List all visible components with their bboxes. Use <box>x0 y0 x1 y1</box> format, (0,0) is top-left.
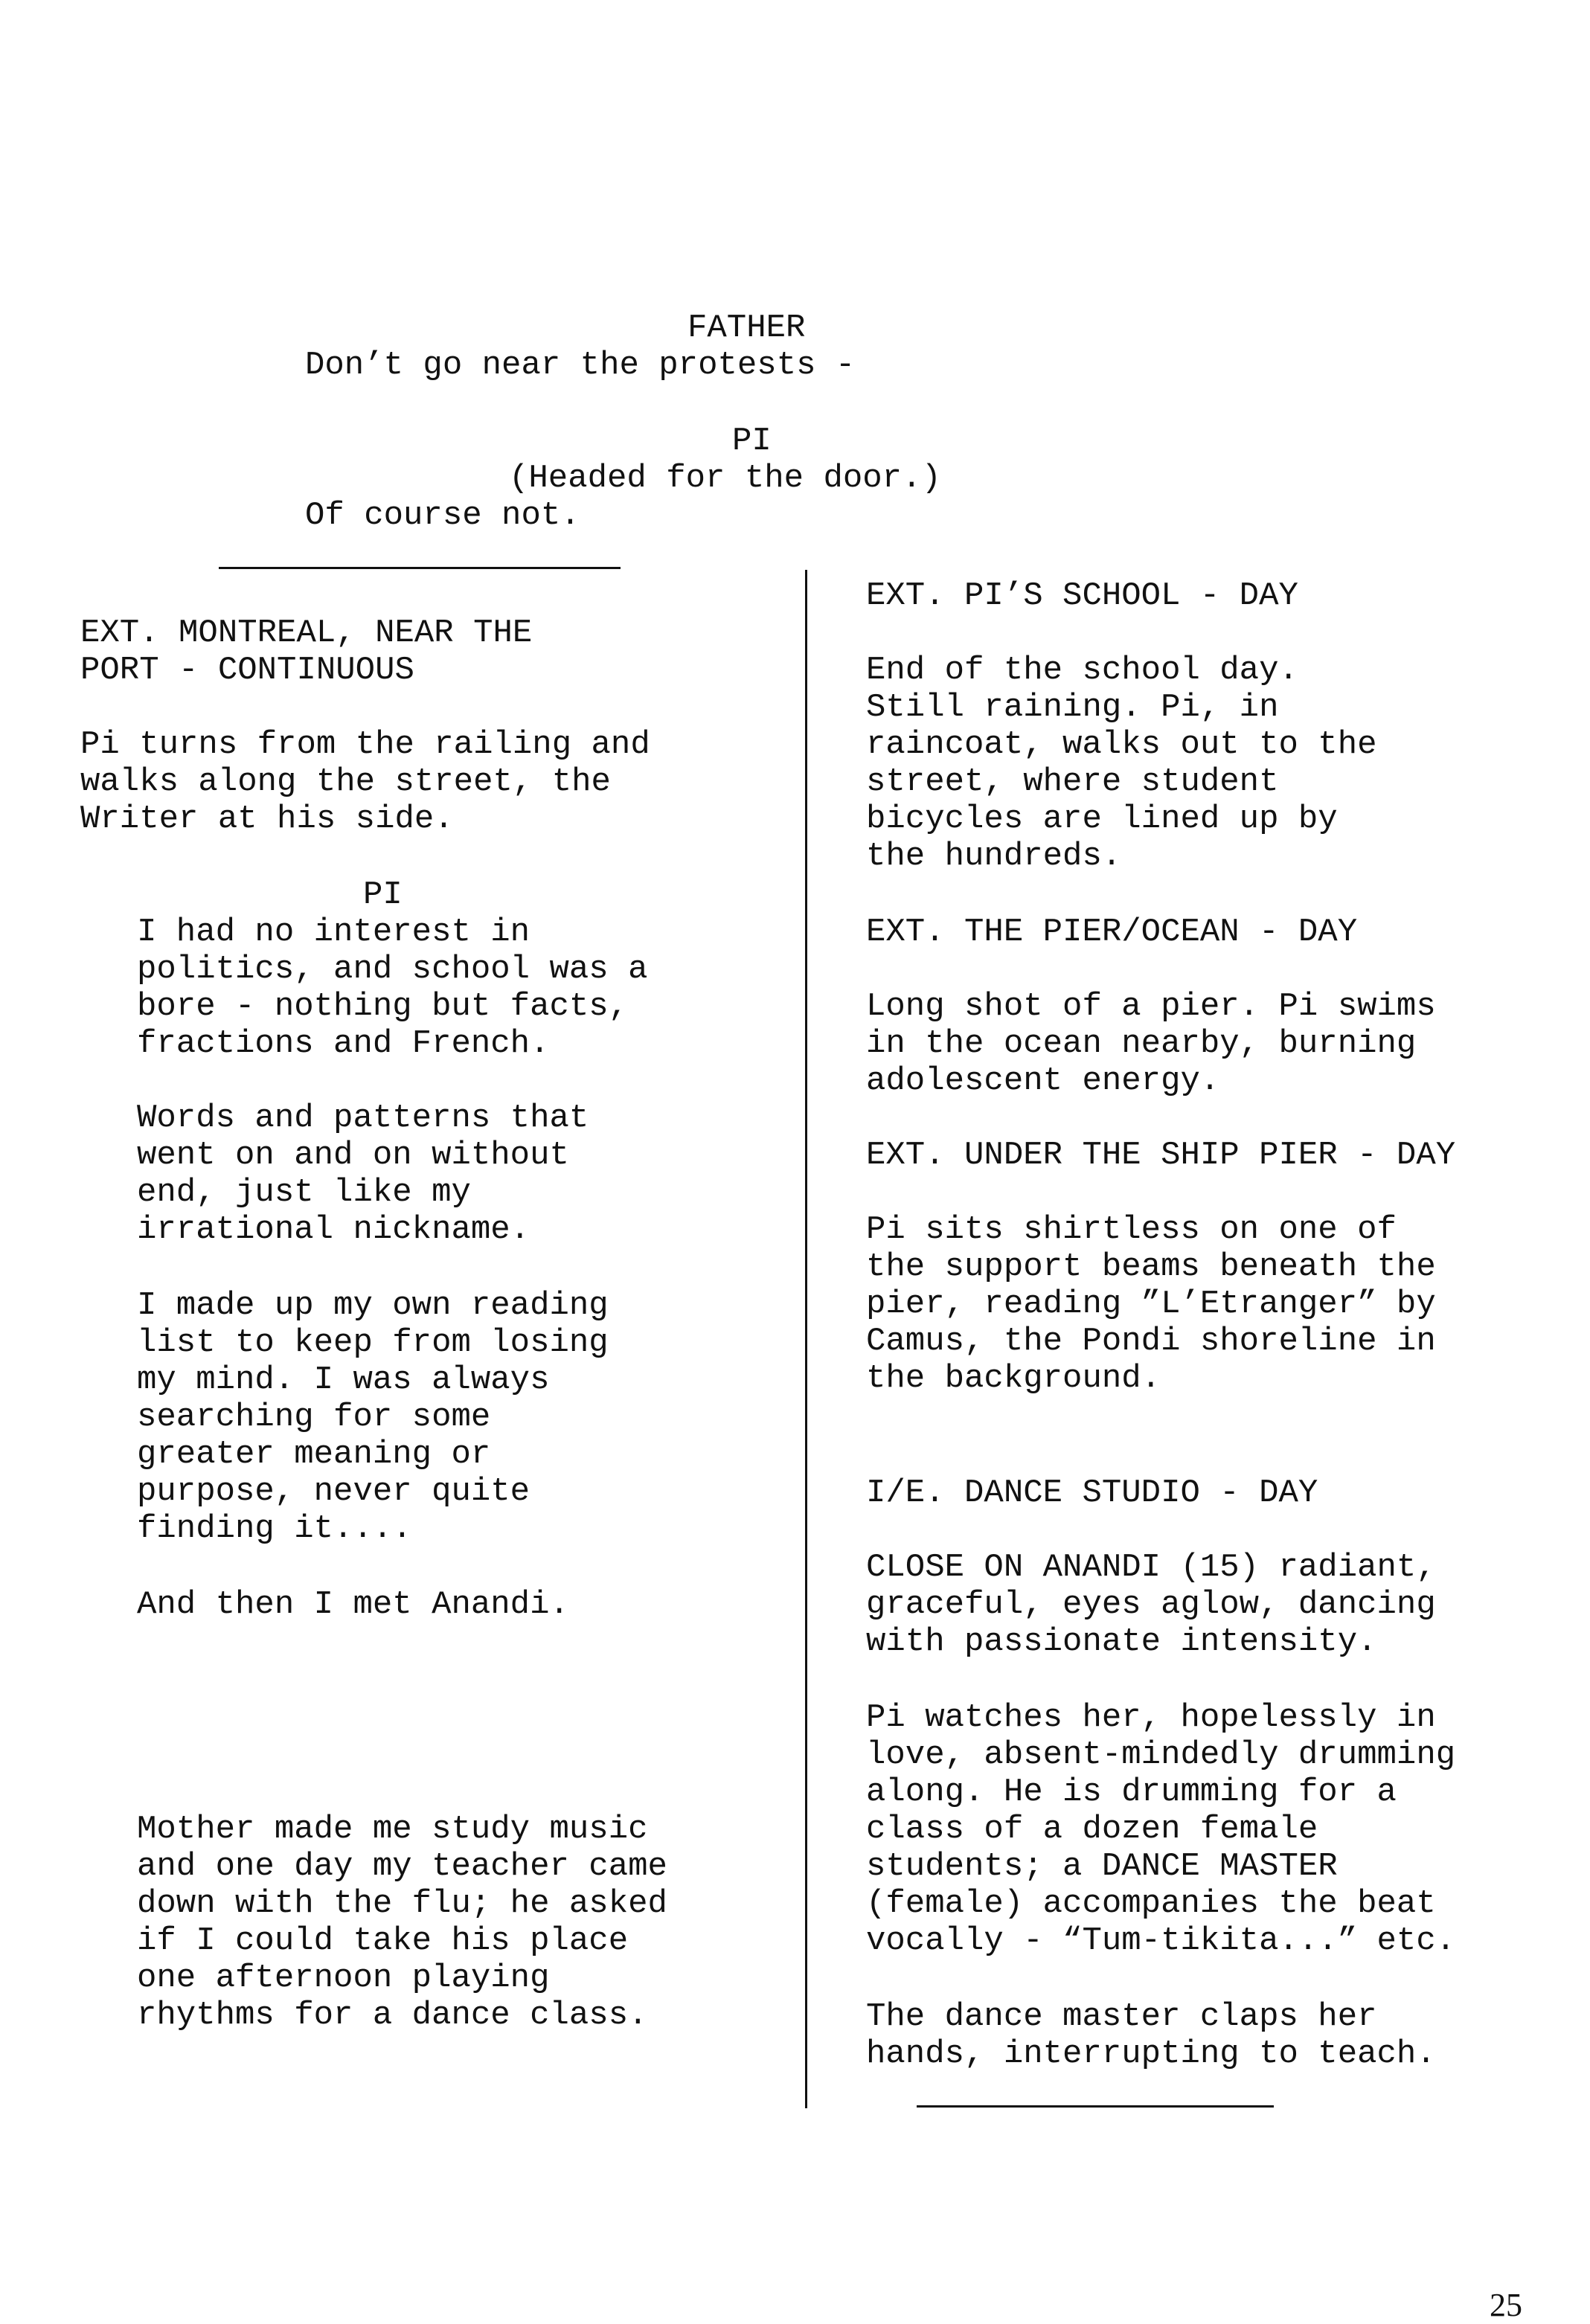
left-line: went on and on without <box>137 1137 569 1174</box>
right-line: EXT. PI’S SCHOOL - DAY <box>866 577 1298 614</box>
left-line: rhythms for a dance class. <box>137 1997 648 2034</box>
right-line: Pi sits shirtless on one of <box>866 1211 1397 1248</box>
right-line: EXT. UNDER THE SHIP PIER - DAY <box>866 1137 1456 1174</box>
left-line: and one day my teacher came <box>137 1848 667 1885</box>
right-line: students; a DANCE MASTER <box>866 1848 1338 1885</box>
right-line: pier, reading ”L’Etranger” by <box>866 1285 1436 1323</box>
right-line: street, where student <box>866 763 1279 800</box>
right-line: (female) accompanies the beat <box>866 1885 1436 1922</box>
left-line: Pi turns from the railing and <box>80 726 650 763</box>
right-line: hands, interrupting to teach. <box>866 2035 1436 2073</box>
rule-top-left <box>219 567 621 569</box>
left-line: Writer at his side. <box>80 800 454 838</box>
right-line: The dance master claps her <box>866 1998 1377 2035</box>
left-line: one afternoon playing <box>137 1959 550 1997</box>
page-number: 25 <box>1490 2287 1522 2323</box>
left-line: PI <box>363 876 403 914</box>
left-line: I had no interest in <box>137 914 530 951</box>
left-line: fractions and French. <box>137 1025 550 1062</box>
right-line: vocally - “Tum-tikita...” etc. <box>866 1922 1456 1959</box>
left-line: if I could take his place <box>137 1922 629 1959</box>
left-line: I made up my own reading <box>137 1287 609 1324</box>
right-line: raincoat, walks out to the <box>866 726 1377 763</box>
left-line: end, just like my <box>137 1174 471 1211</box>
left-line: irrational nickname. <box>137 1211 530 1248</box>
rule-bottom-right <box>917 2105 1274 2108</box>
right-line: Long shot of a pier. Pi swims <box>866 988 1436 1025</box>
left-line: bore - nothing but facts, <box>137 988 629 1025</box>
right-line: with passionate intensity. <box>866 1623 1377 1660</box>
top-line: Don’t go near the protests - <box>305 347 856 384</box>
right-line: graceful, eyes aglow, dancing <box>866 1586 1436 1623</box>
left-line: EXT. MONTREAL, NEAR THE <box>80 614 533 652</box>
top-line: PI <box>732 423 772 460</box>
top-line: FATHER <box>687 309 806 347</box>
left-line: PORT - CONTINUOUS <box>80 652 414 689</box>
right-line: class of a dozen female <box>866 1811 1318 1848</box>
left-line: finding it.... <box>137 1510 412 1547</box>
right-line: love, absent-mindedly drumming <box>866 1736 1456 1774</box>
right-line: in the ocean nearby, burning <box>866 1025 1417 1062</box>
left-line: politics, and school was a <box>137 951 648 988</box>
left-line: Words and patterns that <box>137 1100 589 1137</box>
left-line: searching for some <box>137 1399 491 1436</box>
right-line: Still raining. Pi, in <box>866 689 1279 726</box>
right-line: the background. <box>866 1360 1161 1397</box>
right-line: I/E. DANCE STUDIO - DAY <box>866 1474 1318 1512</box>
left-line: walks along the street, the <box>80 763 611 800</box>
left-line: And then I met Anandi. <box>137 1586 569 1623</box>
right-line: the support beams beneath the <box>866 1248 1436 1285</box>
right-line: Pi watches her, hopelessly in <box>866 1699 1436 1736</box>
left-line: my mind. I was always <box>137 1361 550 1399</box>
left-line: down with the flu; he asked <box>137 1885 667 1922</box>
left-line: purpose, never quite <box>137 1473 530 1510</box>
left-line: list to keep from losing <box>137 1324 609 1361</box>
right-line: along. He is drumming for a <box>866 1774 1397 1811</box>
column-divider <box>805 570 807 2108</box>
right-line: adolescent energy. <box>866 1062 1220 1100</box>
left-line: greater meaning or <box>137 1436 491 1473</box>
right-line: bicycles are lined up by <box>866 800 1338 838</box>
right-line: the hundreds. <box>866 838 1122 875</box>
right-line: CLOSE ON ANANDI (15) radiant, <box>866 1549 1436 1586</box>
left-line: Mother made me study music <box>137 1811 648 1848</box>
top-line: Of course not. <box>305 497 580 534</box>
right-line: EXT. THE PIER/OCEAN - DAY <box>866 914 1358 951</box>
top-line: (Headed for the door.) <box>509 460 941 497</box>
right-line: End of the school day. <box>866 652 1298 689</box>
right-line: Camus, the Pondi shoreline in <box>866 1323 1436 1360</box>
